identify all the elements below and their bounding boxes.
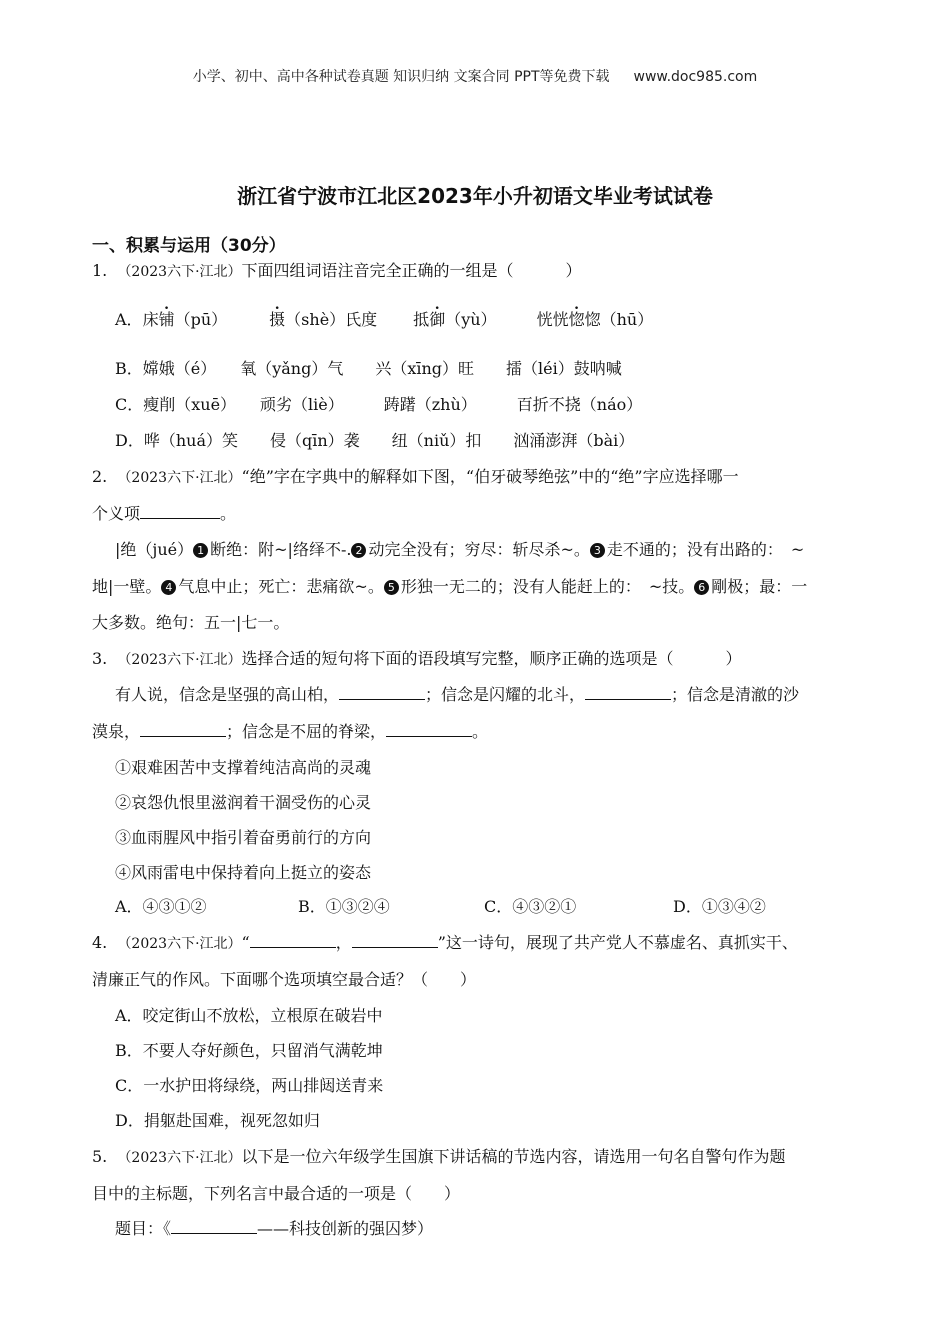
q4-option-b[interactable]: B．不要人夺好颜色，只留消气满乾坤 [115,1041,383,1060]
q3-blank-2[interactable] [585,683,671,700]
question-5: 5. （2023六下·江北）以下是一位六年级学生国旗下讲话稿的节选内容，请选用一句名自警句作为题 [92,1147,786,1166]
q3-blank-4[interactable] [386,720,472,737]
header-url[interactable]: www.doc985.com [633,69,758,85]
q2-definition-2: 地|一壁。 4 气息中止；死亡：悲痛欲~。 5 形独一无二的；没有人能赶上的： ~技。 6 剛极；最：一 [92,577,808,596]
q3-sentence-4: ④风雨雷电中保持着向上挺立的姿态 [115,863,372,882]
q3-option-d[interactable]: D．①③④② [673,897,766,916]
q3-option-a[interactable]: A．④③①② [115,897,207,916]
q4-option-d[interactable]: D．捐躯赴国难，视死忽如归 [115,1111,320,1130]
num-4-icon: 4 [161,580,176,595]
question-3: 3. （2023六下·江北）选择合适的短句将下面的语段填写完整，顺序正确的选项是（ ） [92,649,742,668]
q1-option-d[interactable]: D．哗（huá）笑 侵（qīn）袭 纽（niǔ）扣 汹涌澎湃（bài） [115,431,635,450]
q3-blank-3[interactable] [140,720,226,737]
q4-blank-2[interactable] [352,931,438,948]
q1-stem: 下面四组词语注音完全正确的一组是（ [241,261,514,280]
q1-source: （2023六下·江北） [117,264,242,280]
q2-answer-blank[interactable] [140,502,220,519]
num-2-icon: 2 [351,543,366,558]
q1-number: 1. [92,261,108,280]
question-2: 2. （2023六下·江北）“绝”字在字典中的解释如下图，“伯牙破琴绝弦”中的“绝”字应选择哪一 [92,467,739,486]
q4-option-c[interactable]: C．一水护田将绿绕，两山排闼送青来 [115,1076,384,1095]
q3-sentence-3: ③血雨腥风中指引着奋勇前行的方向 [115,828,372,847]
q5-line2: 目中的主标题，下列名言中最合适的一项是（ ） [92,1184,461,1203]
q3-option-c[interactable]: C．④③②① [484,897,577,916]
q1-option-c[interactable]: C．瘦削（xuē） 顽劣（liè） 踌躇（zhù） 百折不挠（náo） [115,395,643,414]
question-4: 4. （2023六下·江北）“ ， ”这一诗句，展现了共产党人不慕虚名、真抓实干、 [92,933,798,952]
page-header [0,66,950,86]
q2-line2: 个义项 。 [92,504,237,523]
q3-option-b[interactable]: B．①③②④ [298,897,390,916]
q3-sentence-1: ①艰难困苦中支撑着纯洁高尚的灵魂 [115,758,372,777]
q5-blank[interactable] [171,1217,257,1234]
num-5-icon: 5 [384,580,399,595]
q3-blank-1[interactable] [339,683,425,700]
num-3-icon: 3 [590,543,605,558]
q4-blank-1[interactable] [250,931,336,948]
q3-sentence-2: ②哀怨仇恨里滋润着干涸受伤的心灵 [115,793,372,812]
q1-option-b[interactable]: B．嫦娥（é） 氧（yǎng）气 兴（xīng）旺 擂（léi）鼓呐喊 [115,359,622,378]
num-6-icon: 6 [694,580,709,595]
q3-options [115,894,766,917]
question-1: 1. （2023六下·江北）下面四组词语注音完全正确的一组是（ ） [92,261,582,280]
q2-definition-1: |绝（jué） 1 断绝：附~|络绎不-. 2 动完全没有；穷尽：斩尽杀~。 3 走不通的；没有出路的： ~ [115,540,805,559]
q2-definition-3: 大多数。绝句：五一|七一。 [92,613,290,632]
q5-title-line: 题目：《 ——科技创新的强囚梦） [115,1219,434,1238]
q4-option-a[interactable]: A．咬定街山不放松，立根原在破岩中 [115,1006,383,1025]
q1-option-a[interactable]: A．床铺（pū） 摄（shè）氏度 抵御（yù） 恍恍惚惚（hū） [115,310,654,329]
header-text: 小学、初中、高中各种试卷真题 知识归纳 文案合同 PPT等免费下载 [192,69,610,85]
q3-passage-2: 漠泉， ；信念是不屈的脊梁， 。 [92,722,489,741]
num-1-icon: 1 [193,543,208,558]
q4-line2: 清廉正气的作风。下面哪个选项填空最合适？（ ） [92,970,477,989]
q3-passage-1: 有人说，信念是坚强的高山柏， ；信念是闪耀的北斗， ；信念是清澈的沙 [115,685,800,704]
section-heading: 一、积累与运用（30分） [92,236,286,256]
page-title: 浙江省宁波市江北区2023年小升初语文毕业考试试卷 [237,184,713,208]
